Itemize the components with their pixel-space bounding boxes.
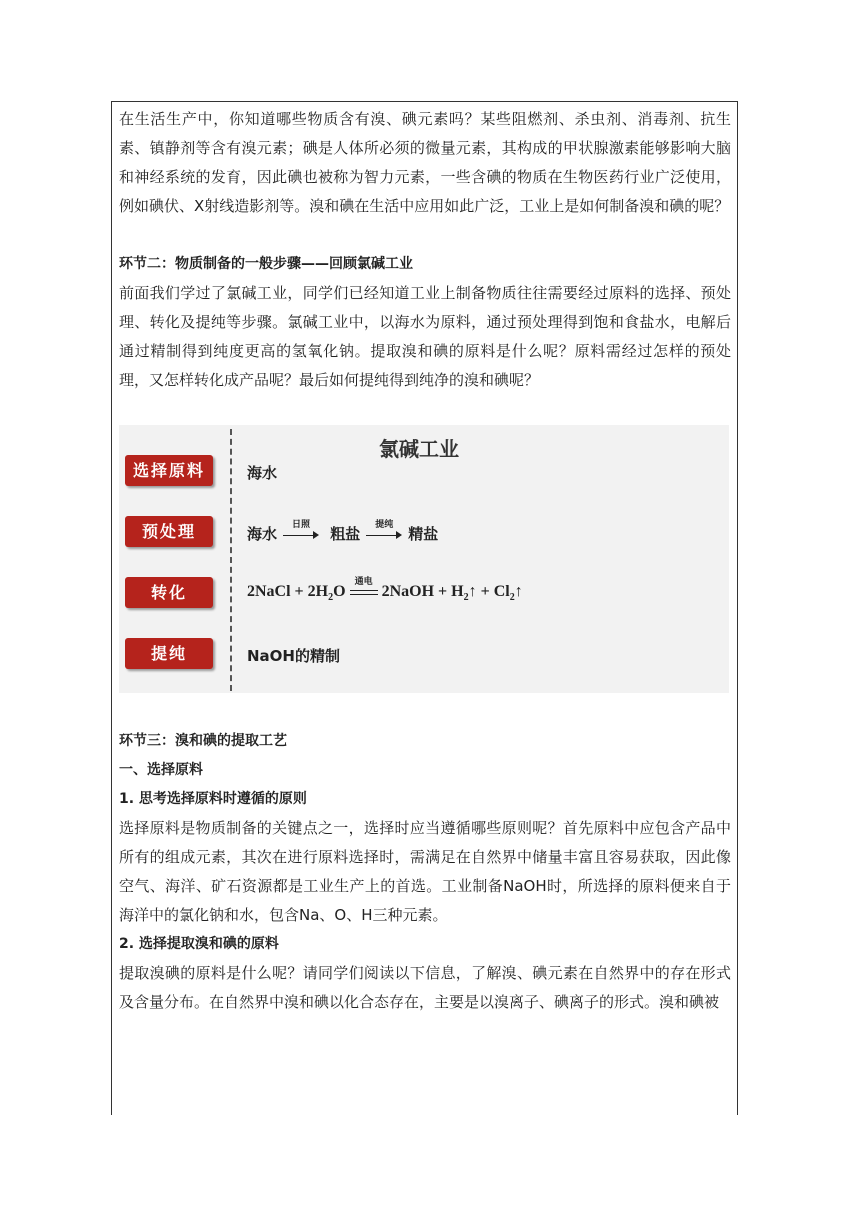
section3-sub1: 一、选择原料 [119,762,203,778]
intro-paragraph: 在生活生产中，你知道哪些物质含有溴、碘元素吗？某些阻燃剂、杀虫剂、消毒剂、抗生素、镇静剂等含有溴元素；碘是人体所必须的微量元素，其构成的甲状腺激素能够影响大脑和神经系统的发育，因此碘也被称为智力元素，一些含碘的物质在生物医药行业广泛使用，例如碘伏、X射线造影剂等。溴和碘在生活中应用如此广泛，工业上是如何制备溴和碘的呢？ [119,110,731,215]
equation-rhs-end: ↑ [514,583,523,600]
step-label-pretreatment: 预处理 [125,516,213,547]
item2-heading: 2. 选择提取溴和碘的原料 [119,936,279,952]
step-label-select-material: 选择原料 [125,455,213,486]
item2-paragraph: 提取溴碘的原料是什么呢？请同学们阅读以下信息，了解溴、碘元素在自然界中的存在形式及含量分布。在自然界中溴和碘以化合态存在，主要是以溴离子、碘离子的形式。溴和碘被 [119,964,731,1011]
equation [247,577,523,604]
item1-paragraph: 选择原料是物质制备的关键点之一，选择时应当遵循哪些原则呢？首先原料中应包含产品中所有的组成元素，其次在进行原料选择时，需满足在自然界中储量丰富且容易获取，因此像空气、海洋、矿石资源都是工业生产上的首选。工业制备NaOH时，所选择的原料便来自于海洋中的氯化钠和水，包含Na、O、H三种元素。 [119,819,731,924]
arrow-icon [283,519,319,541]
equation-sub: 2 [509,592,515,604]
arrow-label-purify: 提纯 [375,519,394,530]
step-text-purification: NaOH的精制 [247,647,340,665]
equation-sub: 2 [463,592,469,604]
equation-sub: 2 [328,592,334,604]
step-label-conversion: 转化 [125,577,213,608]
equation-rhs: 2NaOH + H [381,583,464,600]
arrow-icon [366,519,402,541]
step-label-purification: 提纯 [125,638,213,669]
equals-sign [350,577,378,597]
step-text-pretreatment [247,519,439,544]
crude-salt-text: 粗盐 [330,525,361,543]
figure-divider [230,429,232,691]
section2-heading: 环节二：物质制备的一般步骤——回顾氯碱工业 [119,256,413,272]
equation-condition: 通电 [354,577,373,588]
section2-paragraph: 前面我们学过了氯碱工业，同学们已经知道工业上制备物质往往需要经过原料的选择、预处理、转化及提纯等步骤。氯碱工业中，以海水为原料，通过预处理得到饱和食盐水，电解后通过精制得到纯度更高的氢氧化钠。提取溴和碘的原料是什么呢？原料需经过怎样的预处理，又怎样转化成产品呢？最后如何提纯得到纯净的溴和碘呢？ [119,284,731,389]
step-text-select-material: 海水 [247,464,278,482]
spacer [119,221,731,250]
figure-title: 氯碱工业 [379,437,459,461]
item1-heading: 1. 思考选择原料时遵循的原则 [119,791,307,807]
seawater-text: 海水 [247,525,278,543]
document-body [119,105,731,1017]
equation-rhs-mid: ↑ + Cl [468,583,510,600]
refined-salt-text: 精盐 [408,525,439,543]
chlor-alkali-figure [119,425,729,693]
equation-lhs: 2NaCl + 2H [247,583,329,600]
equation-lhs-end: O [333,583,346,600]
arrow-label-sunlight: 日照 [292,519,311,530]
section3-heading: 环节三：溴和碘的提取工艺 [119,733,287,749]
